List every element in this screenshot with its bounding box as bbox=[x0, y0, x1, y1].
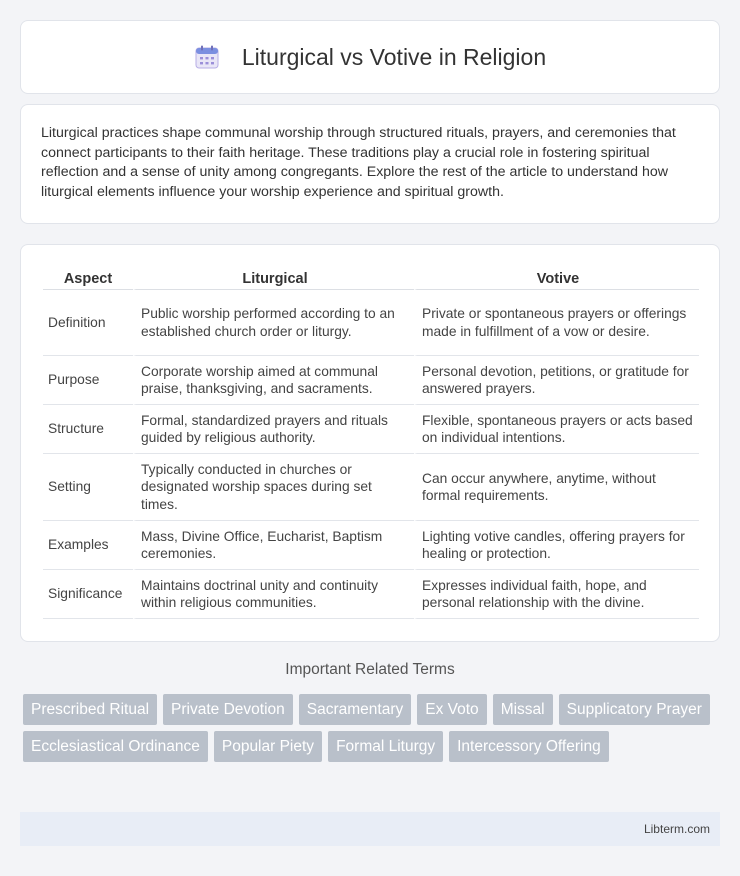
table-row bbox=[43, 356, 699, 405]
liturgical-cell: Public worship performed according to an established church order or liturgy. bbox=[133, 290, 414, 356]
header-card bbox=[20, 20, 720, 94]
liturgical-cell: Typically conducted in churches or designated worship spaces during set times. bbox=[133, 454, 414, 521]
votive-cell: Lighting votive candles, offering prayers for healing or protection. bbox=[414, 521, 699, 570]
votive-cell: Private or spontaneous prayers or offerings made in fulfillment of a vow or desire. bbox=[414, 290, 699, 356]
page-title: Liturgical vs Votive in Religion bbox=[241, 43, 547, 70]
related-term-tag[interactable]: Formal Liturgy bbox=[328, 731, 443, 762]
comparison-table bbox=[43, 265, 699, 619]
intro-text: Liturgical practices shape communal worship through structured rituals, prayers, and ceremonies that connect participants to their faith heritage. These traditions play a crucial role in fostering spiritual reflection and a sense of unity among congregants. Explore the rest of the article to understand how liturgical elements influence your worship experience and spiritual growth. bbox=[41, 125, 676, 200]
aspect-cell: Structure bbox=[43, 405, 133, 454]
related-term-tag[interactable]: Ecclesiastical Ordinance bbox=[23, 731, 208, 762]
related-term-tag[interactable]: Sacramentary bbox=[299, 694, 411, 725]
column-header-liturgical: Liturgical bbox=[133, 265, 414, 290]
related-term-tag[interactable]: Prescribed Ritual bbox=[23, 694, 157, 725]
related-term-tag[interactable]: Supplicatory Prayer bbox=[559, 694, 710, 725]
footer bbox=[20, 812, 720, 846]
related-terms-list bbox=[23, 694, 723, 768]
related-term-tag[interactable]: Missal bbox=[493, 694, 553, 725]
votive-cell: Can occur anywhere, anytime, without formal requirements. bbox=[414, 454, 699, 521]
aspect-cell: Significance bbox=[43, 570, 133, 619]
liturgical-cell: Formal, standardized prayers and rituals guided by religious authority. bbox=[133, 405, 414, 454]
calendar-icon bbox=[194, 44, 220, 70]
related-term-tag[interactable]: Popular Piety bbox=[214, 731, 322, 762]
votive-cell: Personal devotion, petitions, or gratitude for answered prayers. bbox=[414, 356, 699, 405]
aspect-cell: Examples bbox=[43, 521, 133, 570]
aspect-cell: Definition bbox=[43, 290, 133, 356]
liturgical-cell: Corporate worship aimed at communal praise, thanksgiving, and sacraments. bbox=[133, 356, 414, 405]
related-terms-title: Important Related Terms bbox=[285, 661, 455, 678]
table-row bbox=[43, 405, 699, 454]
votive-cell: Expresses individual faith, hope, and personal relationship with the divine. bbox=[414, 570, 699, 619]
liturgical-cell: Mass, Divine Office, Eucharist, Baptism ceremonies. bbox=[133, 521, 414, 570]
column-header-aspect: Aspect bbox=[43, 265, 133, 290]
votive-cell: Flexible, spontaneous prayers or acts based on individual intentions. bbox=[414, 405, 699, 454]
table-row bbox=[43, 570, 699, 619]
table-row bbox=[43, 454, 699, 521]
related-term-tag[interactable]: Ex Voto bbox=[417, 694, 486, 725]
liturgical-cell: Maintains doctrinal unity and continuity within religious communities. bbox=[133, 570, 414, 619]
aspect-cell: Setting bbox=[43, 454, 133, 521]
related-term-tag[interactable]: Private Devotion bbox=[163, 694, 293, 725]
intro-card bbox=[20, 104, 720, 224]
table-header-row bbox=[43, 265, 699, 290]
column-header-votive: Votive bbox=[414, 265, 699, 290]
related-term-tag[interactable]: Intercessory Offering bbox=[449, 731, 609, 762]
comparison-card bbox=[20, 244, 720, 642]
table-row bbox=[43, 290, 699, 356]
aspect-cell: Purpose bbox=[43, 356, 133, 405]
footer-site-link[interactable]: Libterm.com bbox=[643, 822, 710, 836]
table-row bbox=[43, 521, 699, 570]
